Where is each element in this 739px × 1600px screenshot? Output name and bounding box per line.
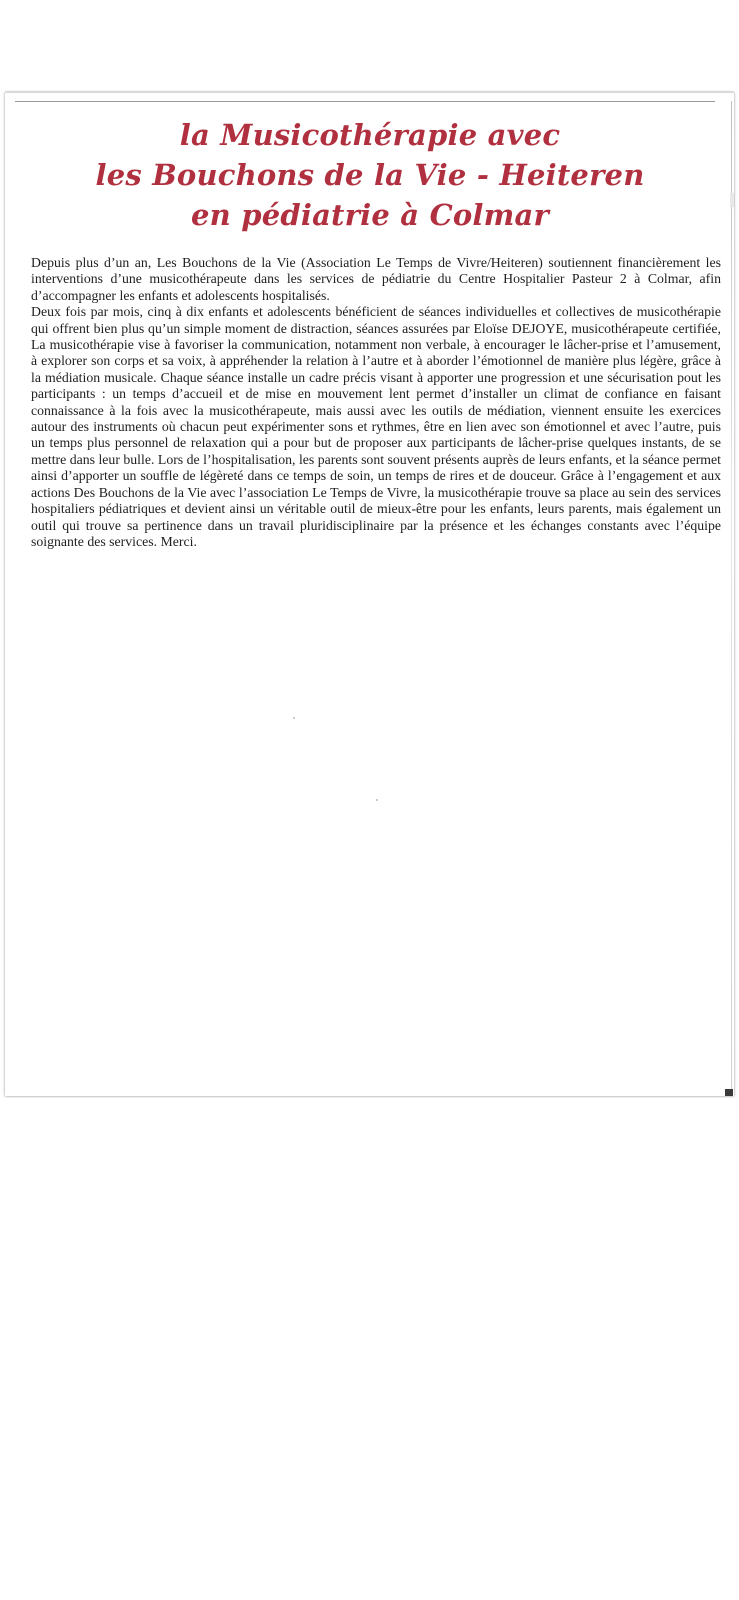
article-title — [45, 115, 695, 235]
scan-corner-mark — [725, 1089, 733, 1096]
article-paragraph-1: Depuis plus d’un an, Les Bouchons de la Vie (Association Le Temps de Vivre/Heiteren) soutiennent financièrement les interventions d’une musicothérapeute dans les services de pédiatrie du Centre Hospitalier Pasteur 2 à Colmar, afin d’accompagner les enfants et adolescents hospitalisés. — [31, 255, 721, 303]
article-title-line-1: la Musicothérapie avec — [179, 118, 561, 152]
article-title-line-3: en pédiatrie à Colmar — [191, 198, 549, 232]
blank-screen-area — [0, 1098, 739, 1600]
scan-top-border-line — [15, 101, 715, 102]
screen-top-area — [0, 0, 739, 90]
scan-edge-mark — [730, 193, 734, 207]
scanned-document-sheet[interactable] — [5, 92, 734, 1096]
scan-speck — [376, 799, 378, 801]
article-title-line-2: les Bouchons de la Vie - Heiteren — [95, 158, 645, 192]
scan-speck — [293, 717, 295, 719]
article-body — [31, 255, 721, 550]
article-paragraph-2: Deux fois par mois, cinq à dix enfants et adolescents bénéficient de séances individuelles et collectives de musicothérapie qui offrent bien plus qu’un simple moment de distraction, séances assurées par Eloïse DEJOYE, musicothérapeute certifiée, La musicothérapie vise à favoriser la communication, notamment non verbale, à encourager le lâcher-prise et l’amusement, à explorer son corps et sa voix, à appréhender la relation à l’autre et à aborder l’émotionnel de manière plus légère, grâce à la médiation musicale. Chaque séance installe un cadre précis visant à apporter une progression et une sécurisation pout les participants : un temps d’accueil et de mise en mouvement lent permet d’installer un climat de confiance en faisant connaissance à la fois avec la musicothérapeute, mais aussi avec les outils de médiation, viennent ensuite les exercices autour des instruments où chacun peut expérimenter sons et rythmes, être en lien avec son émotionnel et avec l’autre, puis un temps plus personnel de relaxation qui a pour but de proposer aux participants de lâcher-prise quelques instants, de se mettre dans leur bulle. Lors de l’hospitalisation, les parents sont souvent présents auprès de leurs enfants, et la séance permet ainsi d’apporter un souffle de légèreté dans ce temps de soin, un temps de rires et de douceur. Grâce à l’engagement et aux actions Des Bouchons de la Vie avec l’association Le Temps de Vivre, la musicothérapie trouve sa place au sein des services hospitaliers pédiatriques et devient ainsi un véritable outil de mieux-être pour les enfants, leurs parents, mais également un outil qui trouve sa pertinence dans un travail pluridisciplinaire par la présence et les échanges constants avec l’équipe soignante des services. Merci. — [31, 304, 721, 549]
scan-right-border-line — [731, 101, 732, 1091]
